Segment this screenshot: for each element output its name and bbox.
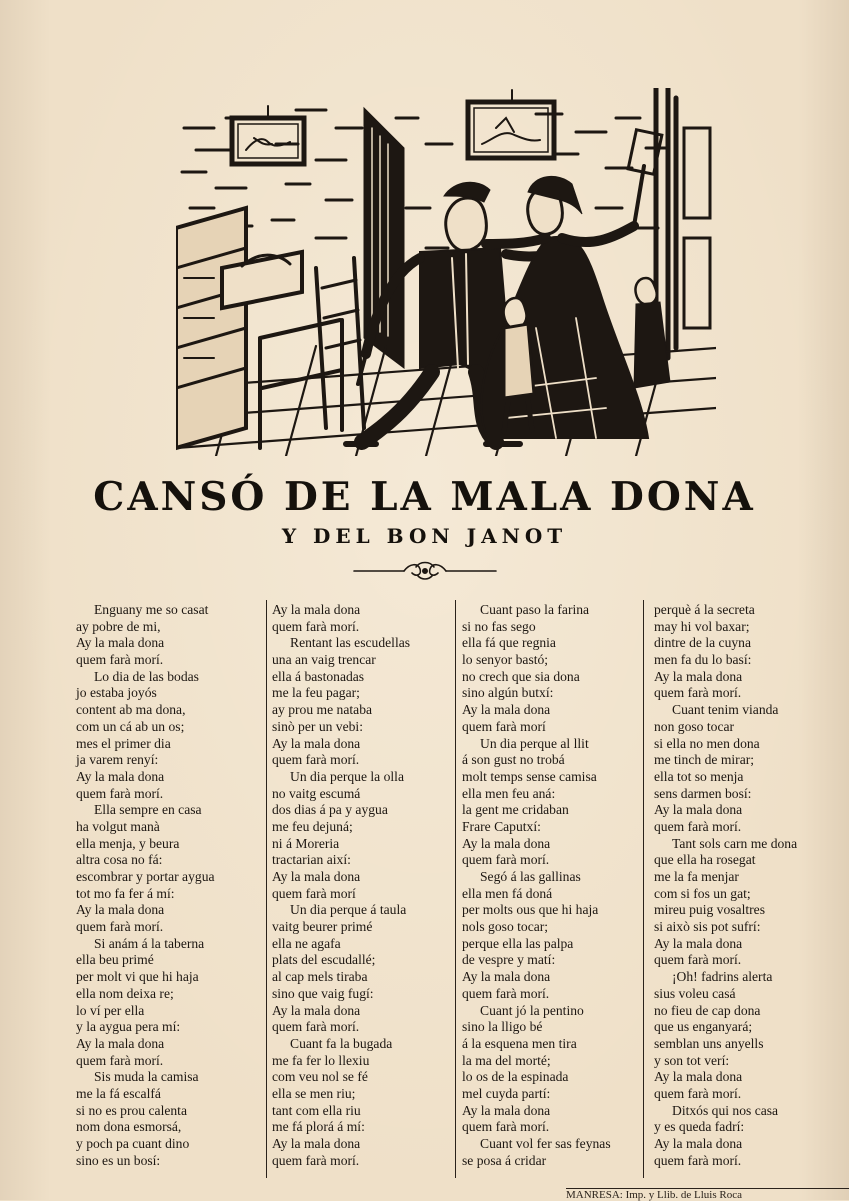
verse-line: Un dia perque al llit — [480, 735, 589, 751]
verse-line: quem farà morí. — [462, 1119, 550, 1135]
verse-line: Cuant vol fer sas feynas — [480, 1136, 611, 1151]
verse-line: tant com ella riu — [272, 1102, 361, 1118]
verse-line: mireu puig vosaltres — [654, 902, 765, 918]
verse-line: á la esquena men tira — [462, 1035, 577, 1051]
verse-line: se posa á cridar — [462, 1152, 547, 1168]
verse-line: quem farà morí. — [76, 785, 164, 801]
verse-line: quem farà morí — [272, 885, 356, 901]
verse-line: Ay la mala dona — [462, 702, 551, 718]
verse-line: quem farà morí. — [76, 919, 164, 935]
verse-line: y es queda fadrí: — [654, 1119, 745, 1135]
verse-line: Un dia perque la olla — [290, 768, 404, 784]
verse-line: com veu nol se fé — [272, 1069, 368, 1085]
verse-line: me la fa menjar — [654, 869, 739, 884]
verse-line: Tant sols carn me dona — [672, 835, 798, 851]
verse-line: Ay la mala dona — [76, 635, 165, 651]
verse-line: Lo dia de las bodas — [94, 668, 199, 684]
verse-column-1 — [76, 602, 262, 1169]
verse-line: Ditxós qui nos casa — [672, 1102, 779, 1118]
verse-line: ella á bastonadas — [272, 668, 365, 684]
verse-line: Ay la mala dona — [462, 835, 551, 851]
verse-line: Ay la mala dona — [654, 935, 743, 951]
verse-line: perquè á la secreta — [654, 602, 755, 617]
verse-line: ella nom deixa re; — [76, 985, 174, 1001]
verse-line: quem farà morí. — [272, 1152, 360, 1168]
verse-line: Cuant tenim vianda — [672, 702, 779, 718]
verse-line: Cuant paso la farina — [480, 602, 590, 617]
ornament-divider — [350, 558, 500, 580]
verse-line: quem farà morí — [462, 718, 546, 734]
verse-line: Sis muda la camisa — [94, 1069, 199, 1085]
verse-line: Ay la mala dona — [272, 1002, 361, 1018]
verse-line: Frare Caputxí: — [462, 818, 541, 834]
verse-line: mes el primer dia — [76, 735, 171, 751]
verse-line: molt temps sense camisa — [462, 768, 597, 784]
verse-line: que ella ha rosegat — [654, 852, 756, 868]
verse-line: Ay la mala dona — [462, 1102, 551, 1118]
verse-line: ella ne agafa — [272, 935, 341, 951]
verse-line: quem farà morí. — [654, 1152, 742, 1168]
verse-line: Ay la mala dona — [462, 969, 551, 985]
verse-line: ella men feu aná: — [462, 785, 556, 801]
verse-line: ay pobre de mi, — [76, 618, 161, 634]
verse-line: per molts ous que hi haja — [462, 902, 599, 918]
verse-line: ¡Oh! fadrins alerta — [672, 969, 773, 985]
verse-line: ni á Moreria — [272, 835, 340, 851]
verse-line: men fa du lo basí: — [654, 652, 752, 668]
verse-line: sino algún butxí: — [462, 685, 554, 701]
verse-line: si no es prou calenta — [76, 1102, 187, 1118]
verse-line: quem farà morí. — [654, 952, 742, 968]
verse-line: sinò per un vebi: — [272, 718, 363, 734]
verse-line: no crech que sia dona — [462, 668, 580, 684]
verse-line: que us enganyará; — [654, 1019, 753, 1035]
verse-line: quem farà morí. — [76, 1052, 164, 1068]
verse-line: sius voleu casá — [654, 985, 736, 1001]
verse-line: ella menja, y beura — [76, 835, 180, 851]
verse-line: nom dona esmorsá, — [76, 1119, 182, 1135]
verse-line: y poch pa cuant dino — [76, 1136, 190, 1151]
verse-line: Ay la mala dona — [654, 802, 743, 818]
printer-imprint: MANRESA: Imp. y Llib. de Lluis Roca — [566, 1188, 849, 1201]
verse-line: ay prou me nataba — [272, 702, 373, 718]
verse-line: me tinch de mirar; — [654, 752, 755, 768]
verse-line: me feu dejuná; — [272, 818, 353, 834]
column-divider — [455, 600, 456, 1178]
verse-line: sino la lligo bé — [462, 1019, 543, 1035]
verse-line: si això sis pot sufrí: — [654, 919, 761, 935]
verse-line: si no fas sego — [462, 618, 536, 634]
verse-line: com un cá ab un os; — [76, 718, 185, 734]
verse-line: quem farà morí. — [462, 852, 550, 868]
verse-line: Ay la mala dona — [654, 1136, 743, 1151]
verse-line: lo ví per ella — [76, 1002, 145, 1018]
verse-line: dintre de la cuyna — [654, 635, 752, 651]
verse-line: quem farà morí. — [654, 818, 742, 834]
verse-line: lo os de la espinada — [462, 1069, 569, 1085]
verse-line: una an vaig trencar — [272, 652, 376, 668]
verse-line: Ay la mala dona — [76, 768, 165, 784]
verse-line: y la aygua pera mí: — [76, 1019, 181, 1035]
verse-line: Ay la mala dona — [272, 1136, 361, 1151]
verse-line: quem farà morí. — [272, 618, 360, 634]
column-divider — [266, 600, 267, 1178]
verse-line: nols goso tocar; — [462, 919, 549, 935]
verse-line: per molt vi que hi haja — [76, 969, 199, 985]
verse-line: ella men fá doná — [462, 885, 553, 901]
song-title: CANSÓ DE LA MALA DONA — [93, 474, 756, 520]
verse-column-4 — [654, 602, 840, 1169]
verse-line: sino que vaig fugí: — [272, 985, 374, 1001]
verse-line: Segó á las gallinas — [480, 869, 581, 884]
song-subtitle: Y DEL BON JANOT — [281, 524, 568, 548]
verse-line: escombrar y portar aygua — [76, 869, 215, 884]
verse-line: quem farà morí. — [272, 1019, 360, 1035]
verse-line: no fieu de cap dona — [654, 1002, 761, 1018]
verse-line: mel cuyda partí: — [462, 1085, 551, 1101]
verse-line: al cap mels tiraba — [272, 969, 368, 985]
verse-line: quem farà morí. — [76, 652, 164, 668]
verse-line: si ella no men dona — [654, 735, 760, 751]
verse-line: Ay la mala dona — [272, 735, 361, 751]
verse-line: me la fá escalfá — [76, 1085, 161, 1101]
verse-line: Enguany me so casat — [94, 602, 209, 617]
verse-line: no vaitg escumá — [272, 785, 361, 801]
verse-line: tot mo fa fer á mí: — [76, 885, 175, 901]
verse-line: semblan uns anyells — [654, 1035, 764, 1051]
verse-line: quem farà morí. — [654, 685, 742, 701]
verse-line: com si fos un gat; — [654, 885, 751, 901]
verse-line: la ma del morté; — [462, 1052, 551, 1068]
verse-line: quem farà morí. — [272, 752, 360, 768]
verse-line: plats del escudallé; — [272, 952, 376, 968]
verse-line: Ay la mala dona — [272, 869, 361, 884]
verse-line: vaitg beurer primé — [272, 919, 373, 935]
verse-column-2 — [272, 602, 458, 1169]
verse-line: Ay la mala dona — [654, 1069, 743, 1085]
verse-line: Cuant fa la bugada — [290, 1035, 393, 1051]
verse-line: de vespre y matí: — [462, 952, 556, 968]
verse-column-3 — [462, 602, 648, 1169]
verse-line: ja varem renyí: — [76, 752, 159, 768]
verse-line: me fa fer lo llexiu — [272, 1052, 370, 1068]
verse-line: Ay la mala dona — [654, 668, 743, 684]
verse-line: perque ella las palpa — [462, 935, 574, 951]
verse-line: content ab ma dona, — [76, 702, 186, 718]
verse-line: Ay la mala dona — [272, 602, 361, 617]
verse-line: sino es un bosí: — [76, 1152, 161, 1168]
verse-line: la gent me cridaban — [462, 802, 569, 818]
verse-line: Rentant las escudellas — [290, 635, 411, 651]
verse-line: dos dias á pa y aygua — [272, 802, 388, 818]
verse-line: ella tot so menja — [654, 768, 744, 784]
verse-line: á son gust no trobá — [462, 752, 565, 768]
verse-line: tractarian així: — [272, 852, 351, 868]
verse-line: ella se men riu; — [272, 1085, 356, 1101]
verse-line: quem farà morí. — [462, 985, 550, 1001]
verse-line: Ella sempre en casa — [94, 802, 202, 818]
woodcut-illustration — [176, 88, 716, 456]
verse-line: non goso tocar — [654, 718, 735, 734]
verse-line: me la feu pagar; — [272, 685, 360, 701]
verse-line: Cuant jó la pentino — [480, 1002, 584, 1018]
verse-line: ella fá que regnia — [462, 635, 556, 651]
verse-line: altra cosa no fá: — [76, 852, 163, 868]
verse-line: lo senyor bastó; — [462, 652, 549, 668]
verse-line: quem farà morí. — [654, 1085, 742, 1101]
verse-line: may hi vol baxar; — [654, 618, 750, 634]
verse-line: ha volgut manà — [76, 818, 160, 834]
verse-line: me fá plorá á mí: — [272, 1119, 365, 1135]
verse-line: Si anám á la taberna — [94, 935, 205, 951]
verse-line: Ay la mala dona — [76, 1035, 165, 1051]
verse-line: Un dia perque á taula — [290, 902, 407, 918]
verse-line: sens darmen bosí: — [654, 785, 752, 801]
verse-line: Ay la mala dona — [76, 902, 165, 918]
column-divider — [643, 600, 644, 1178]
verse-line: y son tot verí: — [654, 1052, 730, 1068]
verse-line: ella beu primé — [76, 952, 154, 968]
verse-line: jo estaba joyós — [76, 685, 157, 701]
